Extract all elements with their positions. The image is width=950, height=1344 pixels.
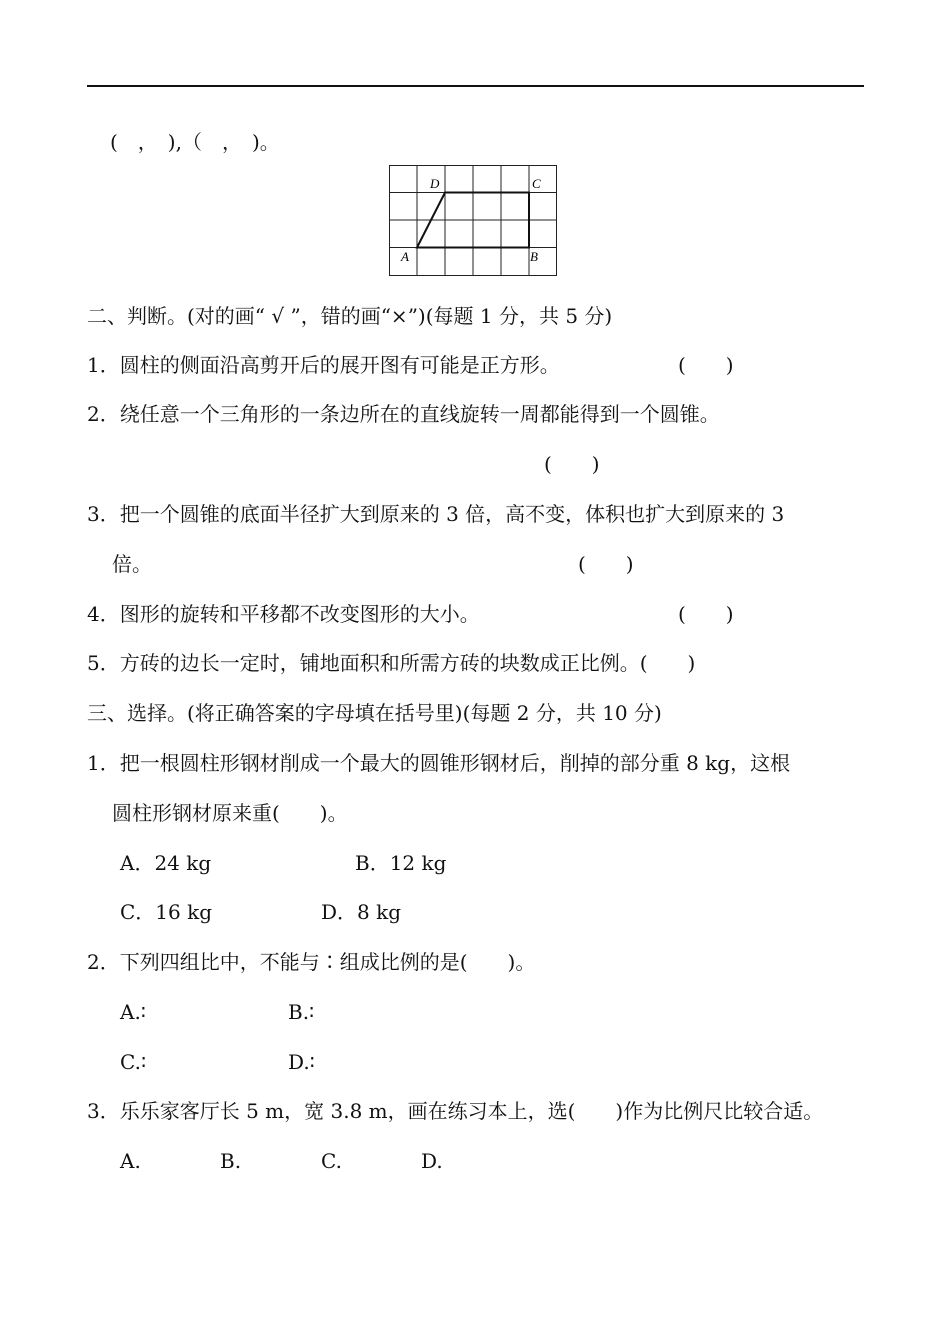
choice-q3: 3．乐乐家客厅长 5 m，宽 3.8 m，画在练习本上，选( )作为比例尺比较合适。 [87,1099,824,1123]
label-c: C [532,176,541,191]
judge-item-2-blank: ( ) [544,452,600,476]
answer-blanks-line: ( ， ),（ ， )。 [110,130,280,154]
choice-q2: 2．下列四组比中，不能与∶组成比例的是( )。 [87,950,536,974]
judge-item-4-blank: ( ) [678,602,734,626]
q1-option-d: D．8 kg [321,900,402,924]
q3-option-c: C. [321,1149,342,1173]
parallelogram-grid-svg [389,165,557,276]
q3-option-d: D. [421,1149,443,1173]
judge-item-3: 3．把一个圆锥的底面半径扩大到原来的 3 倍，高不变，体积也扩大到原来的 3 [87,502,785,526]
q2-option-a: A.∶ [120,1000,147,1024]
q2-option-c: C.∶ [120,1050,147,1074]
judge-item-5: 5．方砖的边长一定时，铺地面积和所需方砖的块数成正比例。( ) [87,651,696,675]
label-b: B [530,249,538,264]
choice-q1-cont: 圆柱形钢材原来重( )。 [112,801,348,825]
section2-heading: 二、判断。(对的画“ √ ”，错的画“×”)(每题 1 分，共 5 分) [87,304,613,328]
q2-option-b: B.∶ [288,1000,315,1024]
judge-item-3-cont: 倍。 [112,552,152,576]
label-d: D [430,176,440,191]
judge-item-1-blank: ( ) [678,353,734,377]
header-rule [87,85,864,87]
q1-option-a: A．24 kg [120,851,212,875]
q3-option-b: B. [220,1149,242,1173]
label-a: A [401,249,409,264]
judge-item-4: 4．图形的旋转和平移都不改变图形的大小。 [87,602,480,626]
grid-figure [389,165,557,276]
judge-item-1: 1．圆柱的侧面沿高剪开后的展开图有可能是正方形。 [87,353,560,377]
choice-q1: 1．把一根圆柱形钢材削成一个最大的圆锥形钢材后，削掉的部分重 8 kg，这根 [87,751,791,775]
judge-item-3-blank: ( ) [578,552,634,576]
q3-option-a: A. [120,1149,141,1173]
judge-item-2: 2．绕任意一个三角形的一条边所在的直线旋转一周都能得到一个圆锥。 [87,402,720,426]
q1-option-b: B．12 kg [355,851,447,875]
q2-option-d: D.∶ [288,1050,315,1074]
section3-heading: 三、选择。(将正确答案的字母填在括号里)(每题 2 分，共 10 分) [87,701,662,725]
q1-option-c: C．16 kg [120,900,213,924]
